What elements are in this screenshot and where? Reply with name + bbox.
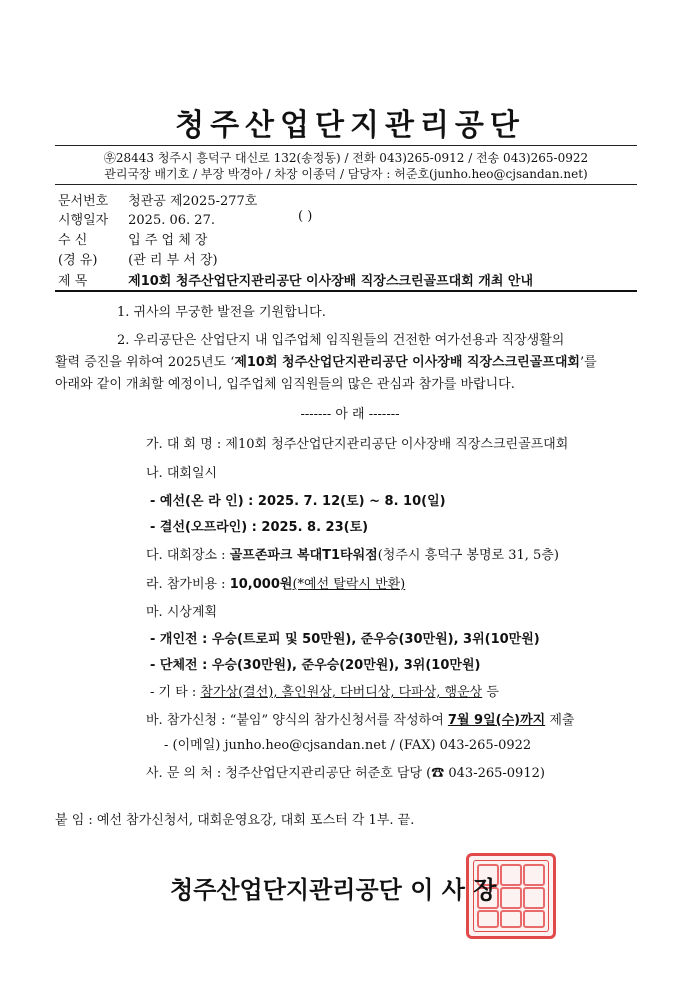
seal-glyph	[523, 910, 545, 928]
recipient: 입 주 업 체 장	[128, 233, 208, 248]
seal-glyph	[523, 887, 545, 909]
schedule-prelim: - 예선(온 라 인) : 2025. 7. 12(토) ~ 8. 10(일)	[150, 494, 446, 509]
via: (관 리 부 서 장)	[128, 253, 218, 268]
paragraph-2-line-3: 아래와 같이 개최할 예정이니, 입주업체 임직원들의 많은 관심과 참가를 바랍니다.	[55, 377, 515, 392]
application-text: 바. 참가신청 : “붙임” 양식의 참가신청서를 작성하여	[146, 713, 448, 728]
fee-amount: 10,000원	[229, 577, 293, 592]
seal-glyph	[500, 887, 522, 909]
via-label: (경 유)	[58, 253, 98, 268]
application-suffix: 제출	[545, 713, 575, 728]
fee-label: 라. 참가비용 :	[146, 577, 230, 592]
subject-row	[58, 270, 533, 289]
fee-note: (*예선 탈락시 반환)	[292, 577, 406, 592]
paragraph-2-line-1: 2. 우리공단은 산업단지 내 입주업체 임직원들의 건전한 여가선용과 직장생활의	[117, 333, 565, 348]
doc-number-row	[58, 190, 257, 210]
signature-line: 청주산업단지관리공단 이 사 장	[170, 876, 497, 904]
seal-glyph	[500, 910, 522, 928]
fee-item	[146, 573, 405, 592]
contact-line-staff: 관리국장 배기호 / 부장 박경아 / 차장 이종덕 / 담당자 : 허준호(junho.heo@cjsandan.net)	[104, 167, 588, 181]
header-rule-top	[55, 145, 637, 146]
seal-glyph	[523, 864, 545, 886]
p2-event-name: 제10회 청주산업단지관리공단 이사장배 직장스크린골프대회	[234, 355, 580, 370]
event-name-item: 가. 대 회 명 : 제10회 청주산업단지관리공단 이사장배 직장스크린골프대회	[146, 437, 569, 452]
inquiry-item: 사. 문 의 처 : 청주산업단지관리공단 허준호 담당 (☎ 043-265-0912)	[146, 766, 545, 781]
contact-line-address: ㉾28443 청주시 흥덕구 대신로 132(송정동) / 전화 043)265-0912 / 전송 043)265-0922	[103, 151, 589, 165]
venue-name: 골프존파크 복대T1타워점	[229, 548, 378, 563]
seal-glyph	[500, 864, 522, 886]
via-row	[58, 249, 218, 269]
below-heading: ------- 아 래 -------	[300, 407, 400, 422]
organization-title: 청주산업단지관리공단	[175, 108, 525, 143]
awards-individual: - 개인전 : 우승(트로피 및 50만원), 준우승(30만원), 3위(10만원)	[150, 632, 540, 647]
application-contact: - (이메일) junho.heo@cjsandan.net / (FAX) 043-265-0922	[164, 738, 532, 753]
venue-address: (청주시 흥덕구 봉명로 31, 5층)	[377, 548, 559, 563]
date-label: 시행일자	[58, 213, 109, 228]
application-item	[146, 709, 574, 728]
doc-number: 청관공 제2025-277호	[128, 194, 258, 209]
venue-label: 다. 대회장소 :	[146, 548, 230, 563]
application-deadline: 7월 9일(수)까지	[447, 713, 546, 728]
paragraph-2-line-2	[55, 351, 597, 374]
subject-rule	[55, 290, 637, 292]
awards-team: - 단체전 : 우승(30만원), 준우승(20만원), 3위(10만원)	[150, 658, 481, 673]
recipient-row	[58, 229, 207, 249]
doc-number-label: 문서번호	[58, 194, 109, 209]
seal-glyph	[477, 910, 499, 928]
subject-label: 제 목	[58, 274, 88, 289]
awards-other-suffix: 등	[482, 685, 499, 700]
issue-date: 2025. 06. 27.	[128, 213, 215, 228]
schedule-label: 나. 대회일시	[146, 466, 218, 481]
venue-item	[146, 544, 559, 563]
paragraph-1: 1. 귀사의 무궁한 발전을 기원합니다.	[117, 305, 326, 320]
awards-other-label: - 기 타 :	[150, 685, 201, 700]
attachment-line: 붙 임 : 예선 참가신청서, 대회운영요강, 대회 포스터 각 1부. 끝.	[55, 813, 415, 828]
awards-other-list: 참가상(결선), 홀인원상, 다버디상, 다파상, 행운상	[200, 685, 483, 700]
date-row	[58, 209, 313, 229]
awards-other	[150, 681, 499, 700]
header-rule-bottom	[55, 184, 637, 185]
awards-label: 마. 시상계획	[146, 605, 218, 620]
recipient-label: 수 신	[58, 233, 88, 248]
subject: 제10회 청주산업단지관리공단 이사장배 직장스크린골프대회 개최 안내	[128, 274, 534, 289]
date-paren: ( )	[298, 209, 313, 224]
schedule-final: - 결선(오프라인) : 2025. 8. 23(토)	[150, 520, 369, 535]
p2-text-pre: 활력 증진을 위하여 2025년도 ‘	[55, 355, 235, 370]
p2-text-post: ’를	[579, 355, 597, 370]
